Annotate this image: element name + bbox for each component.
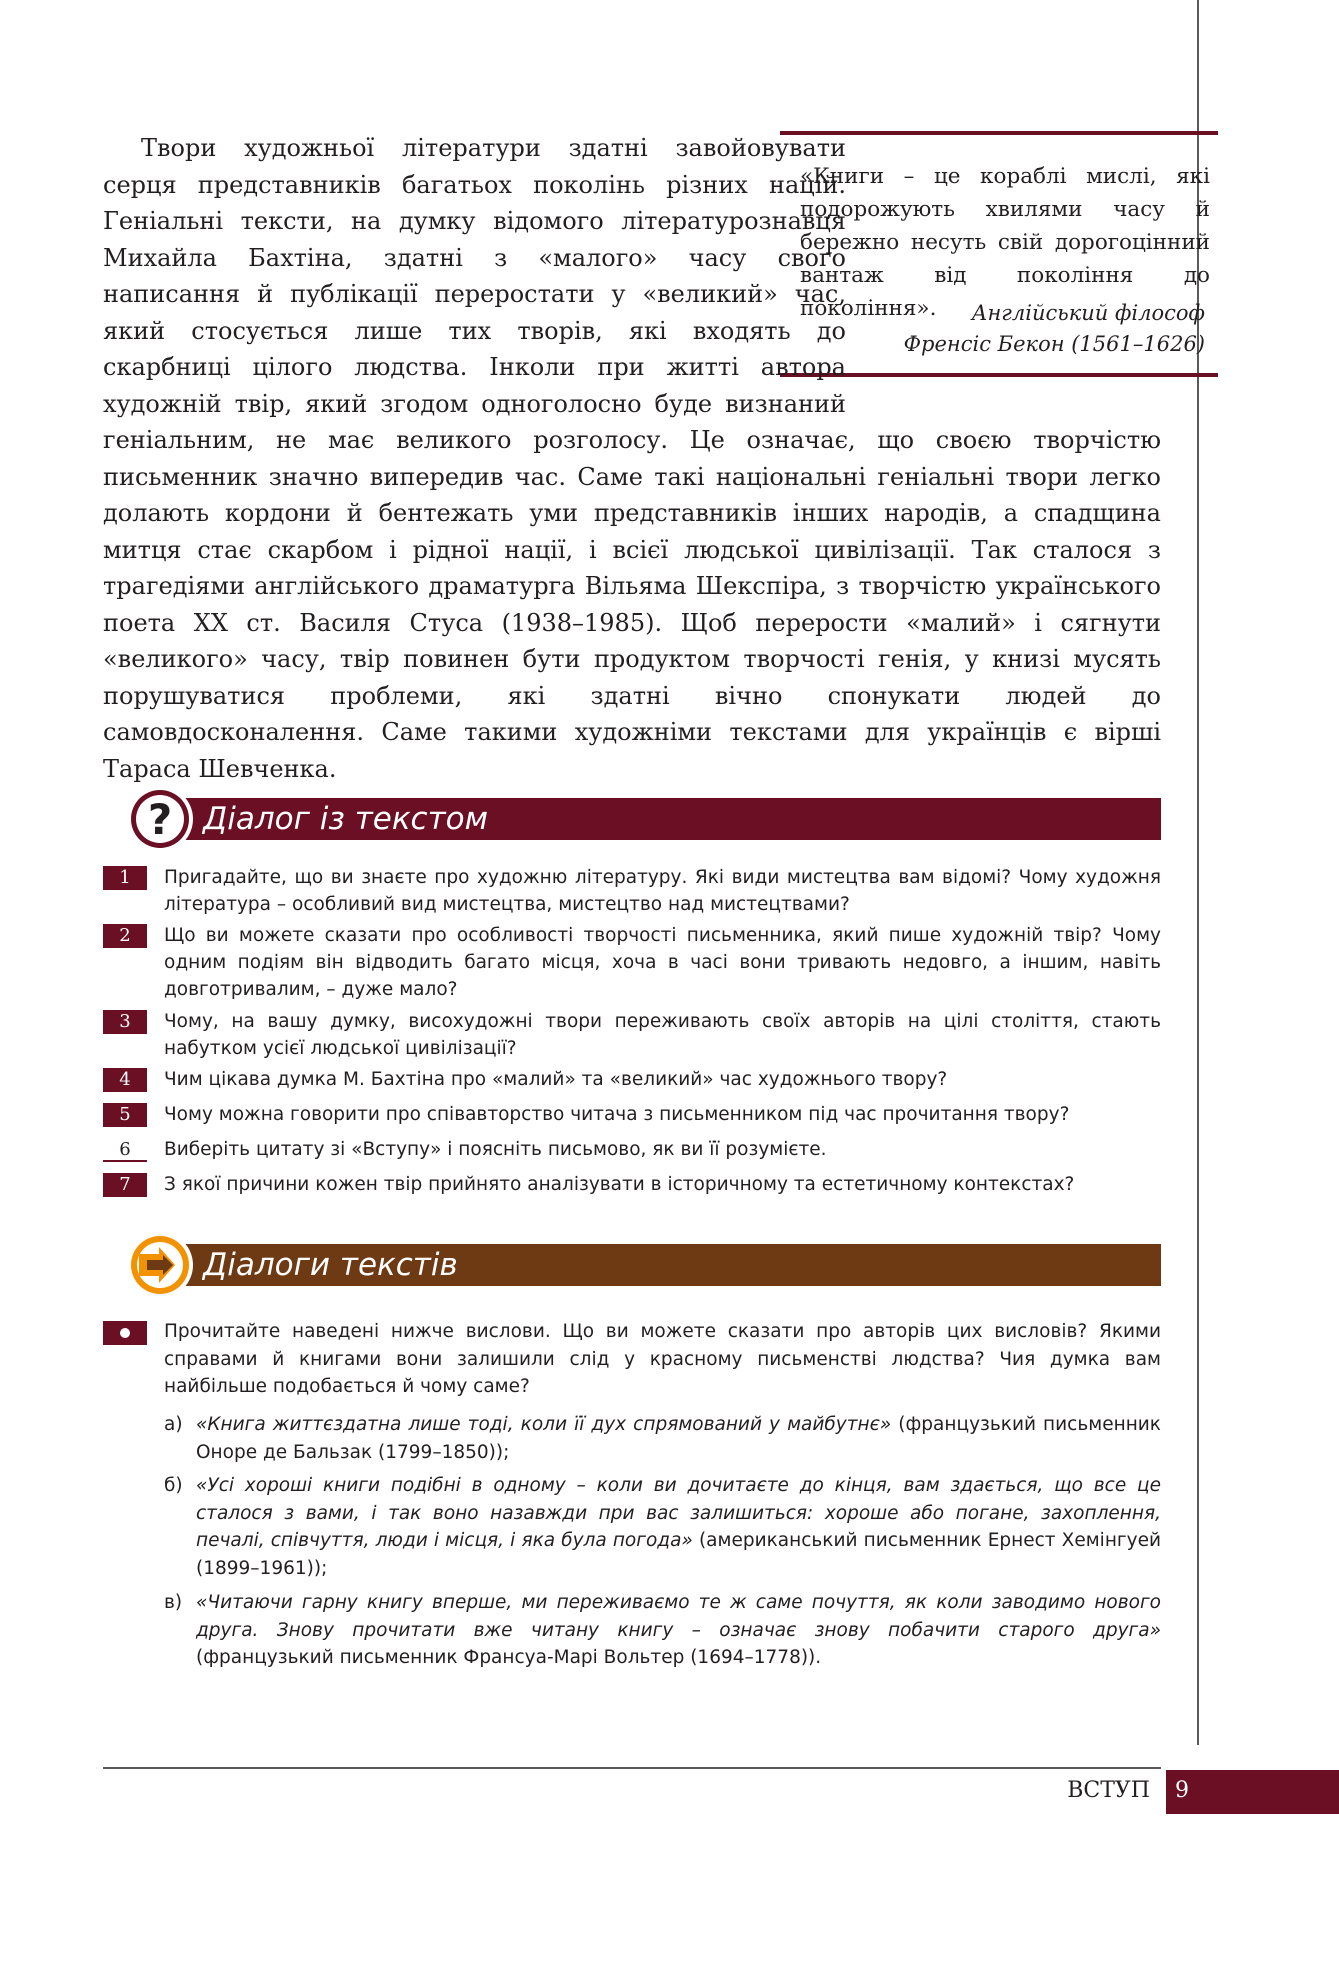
question-number: 3 <box>103 1010 147 1034</box>
question-text: Чому, на вашу думку, висохудожні твори переживають своїх авторів на цілі століття, стають набутком усієї людської цивілізації? <box>164 1011 1161 1059</box>
question-number: 7 <box>103 1173 147 1197</box>
quote-label: а) <box>164 1414 183 1435</box>
question-item <box>103 1066 1161 1093</box>
section-banner-dialogs-of-texts <box>103 1244 1161 1286</box>
quote-attribution: (французький письменник Оноре де Бальзак (1799–1850)); <box>196 1414 1161 1463</box>
question-text: Що ви можете сказати про особливості творчості письменника, який пише художній твір? Чому одним подіям він відводить багато місця, хоча в часі вони тривають недовго, а іншим, навіть довготривалим, – дуже мало? <box>164 925 1161 1000</box>
quote-text: «Усі хороші книги подібні в одному – коли ви дочитаєте до кінця, вам здається, що все це сталося з вами, і так воно назавжди при вас залишиться: хороше або погане, захоплення, печалі, співчуття, люди і місця, і яка була погода» <box>196 1475 1161 1551</box>
question-number: 1 <box>103 866 147 890</box>
footer-page-box <box>1166 1770 1339 1814</box>
question-text: Чим цікава думка М. Бахтіна про «малий» та «великий» час художнього твору? <box>164 1069 948 1090</box>
arrows-dialog-icon <box>125 1230 195 1300</box>
quote-text: «Книга життєздатна лише тоді, коли її дух спрямований у майбутнє» <box>196 1414 892 1435</box>
question-text: З якої причини кожен твір прийнято аналізувати в історичному та естетичному контекстах? <box>164 1174 1075 1195</box>
svg-text:?: ? <box>147 795 173 844</box>
intro-paragraph <box>103 130 1161 787</box>
footer-section-label: ВСТУП <box>1067 1778 1150 1803</box>
epigraph-quote: «Книги – це кораблі мислі, які подорожують хвилями часу й бережно несуть свій дорогоцінний вантаж від покоління до покоління». <box>800 164 1210 321</box>
question-item <box>103 864 1161 918</box>
question-item <box>103 1008 1161 1062</box>
section-title: Діалоги текстів <box>203 1247 458 1283</box>
question-text: Пригадайте, що ви знаєте про художню літературу. Які види мистецтва вам відомі? Чому художня література – особливий вид мистецтва, мистецтво над мистецтвами? <box>164 867 1161 915</box>
question-text: Виберіть цитату зі «Вступу» і поясніть письмово, як ви її розумієте. <box>164 1139 827 1160</box>
quote-item <box>164 1411 1161 1466</box>
epigraph-author-role: Англійський філософ <box>971 301 1205 325</box>
question-mark-icon <box>125 784 195 854</box>
section-banner-dialog-with-text <box>103 795 1161 844</box>
question-number: 4 <box>103 1068 147 1092</box>
question-item <box>103 1171 1161 1198</box>
section-title: Діалог із текстом <box>203 801 489 837</box>
task-item <box>103 1318 1161 1401</box>
quote-attribution: (французький письменник Франсуа-Марі Вольтер (1694–1778)). <box>196 1647 822 1668</box>
question-text: Чому можна говорити про співавторство читача з письменником під час прочитання твору? <box>164 1104 1070 1125</box>
intro-text: Твори художньої літератури здатні завойовувати серця представників багатьох поколінь різних націй. Геніальні тексти, на думку відомого літературознавця Михайла Бахтіна, здатні з «малого» часу свого написання й публікації переростати у «великий» час, який стосується лише тих творів, які входять до скарбниці цілого людства. Інколи при житті автора художній твір, який згодом одноголосно буде визнаний геніальним, не має великого розголосу. Це означає, що своєю творчістю письменник значно випередив час. Саме такі національні геніальні твори легко долають кордони й бентежать уми представників інших народів, а спадщина митця стає скарбом і рідної нації, і всієї людської цивілізації. Так сталося з трагедіями англійського драматурга Вільяма Шекспіра, з творчістю українського поета XX ст. Василя Стуса (1938–1985). Щоб перерости «малий» і сягнути «великого» часу, твір повинен бути продуктом творчості генія, у книзі мусять порушуватися проблеми, які здатні вічно спонукати людей до самовдосконалення. Саме такими художніми текстами для українців є вірші Тараса Шевченка. <box>103 134 1161 783</box>
quote-attribution: (американський письменник Ернест Хемінгуей (1899–1961)); <box>196 1530 1161 1579</box>
question-item <box>103 1101 1161 1128</box>
quote-item <box>164 1589 1161 1672</box>
question-item <box>103 922 1161 1003</box>
page-number: 9 <box>1175 1778 1189 1803</box>
question-number: 6 <box>103 1138 147 1162</box>
quote-item <box>164 1472 1161 1582</box>
quote-text: «Читаючи гарну книгу вперше, ми переживаємо те ж саме почуття, як коли заводимо нового друга. Знову прочитати вже читану книгу – означає знову побачити старого друга» <box>196 1592 1161 1641</box>
question-number: 5 <box>103 1103 147 1127</box>
quote-label: б) <box>164 1475 183 1496</box>
bullet-icon <box>103 1321 147 1345</box>
question-number: 2 <box>103 924 147 948</box>
epigraph-author-name: Френсіс Бекон (1561–1626) <box>903 332 1205 356</box>
task-text: Прочитайте наведені нижче вислови. Що ви можете сказати про авторів цих висловів? Якими справами й книгами вони залишили слід у красному письменстві людства? Чия думка вам найбільше подобається й чому саме? <box>164 1321 1161 1397</box>
quote-label: в) <box>164 1592 183 1613</box>
question-item <box>103 1136 1161 1163</box>
